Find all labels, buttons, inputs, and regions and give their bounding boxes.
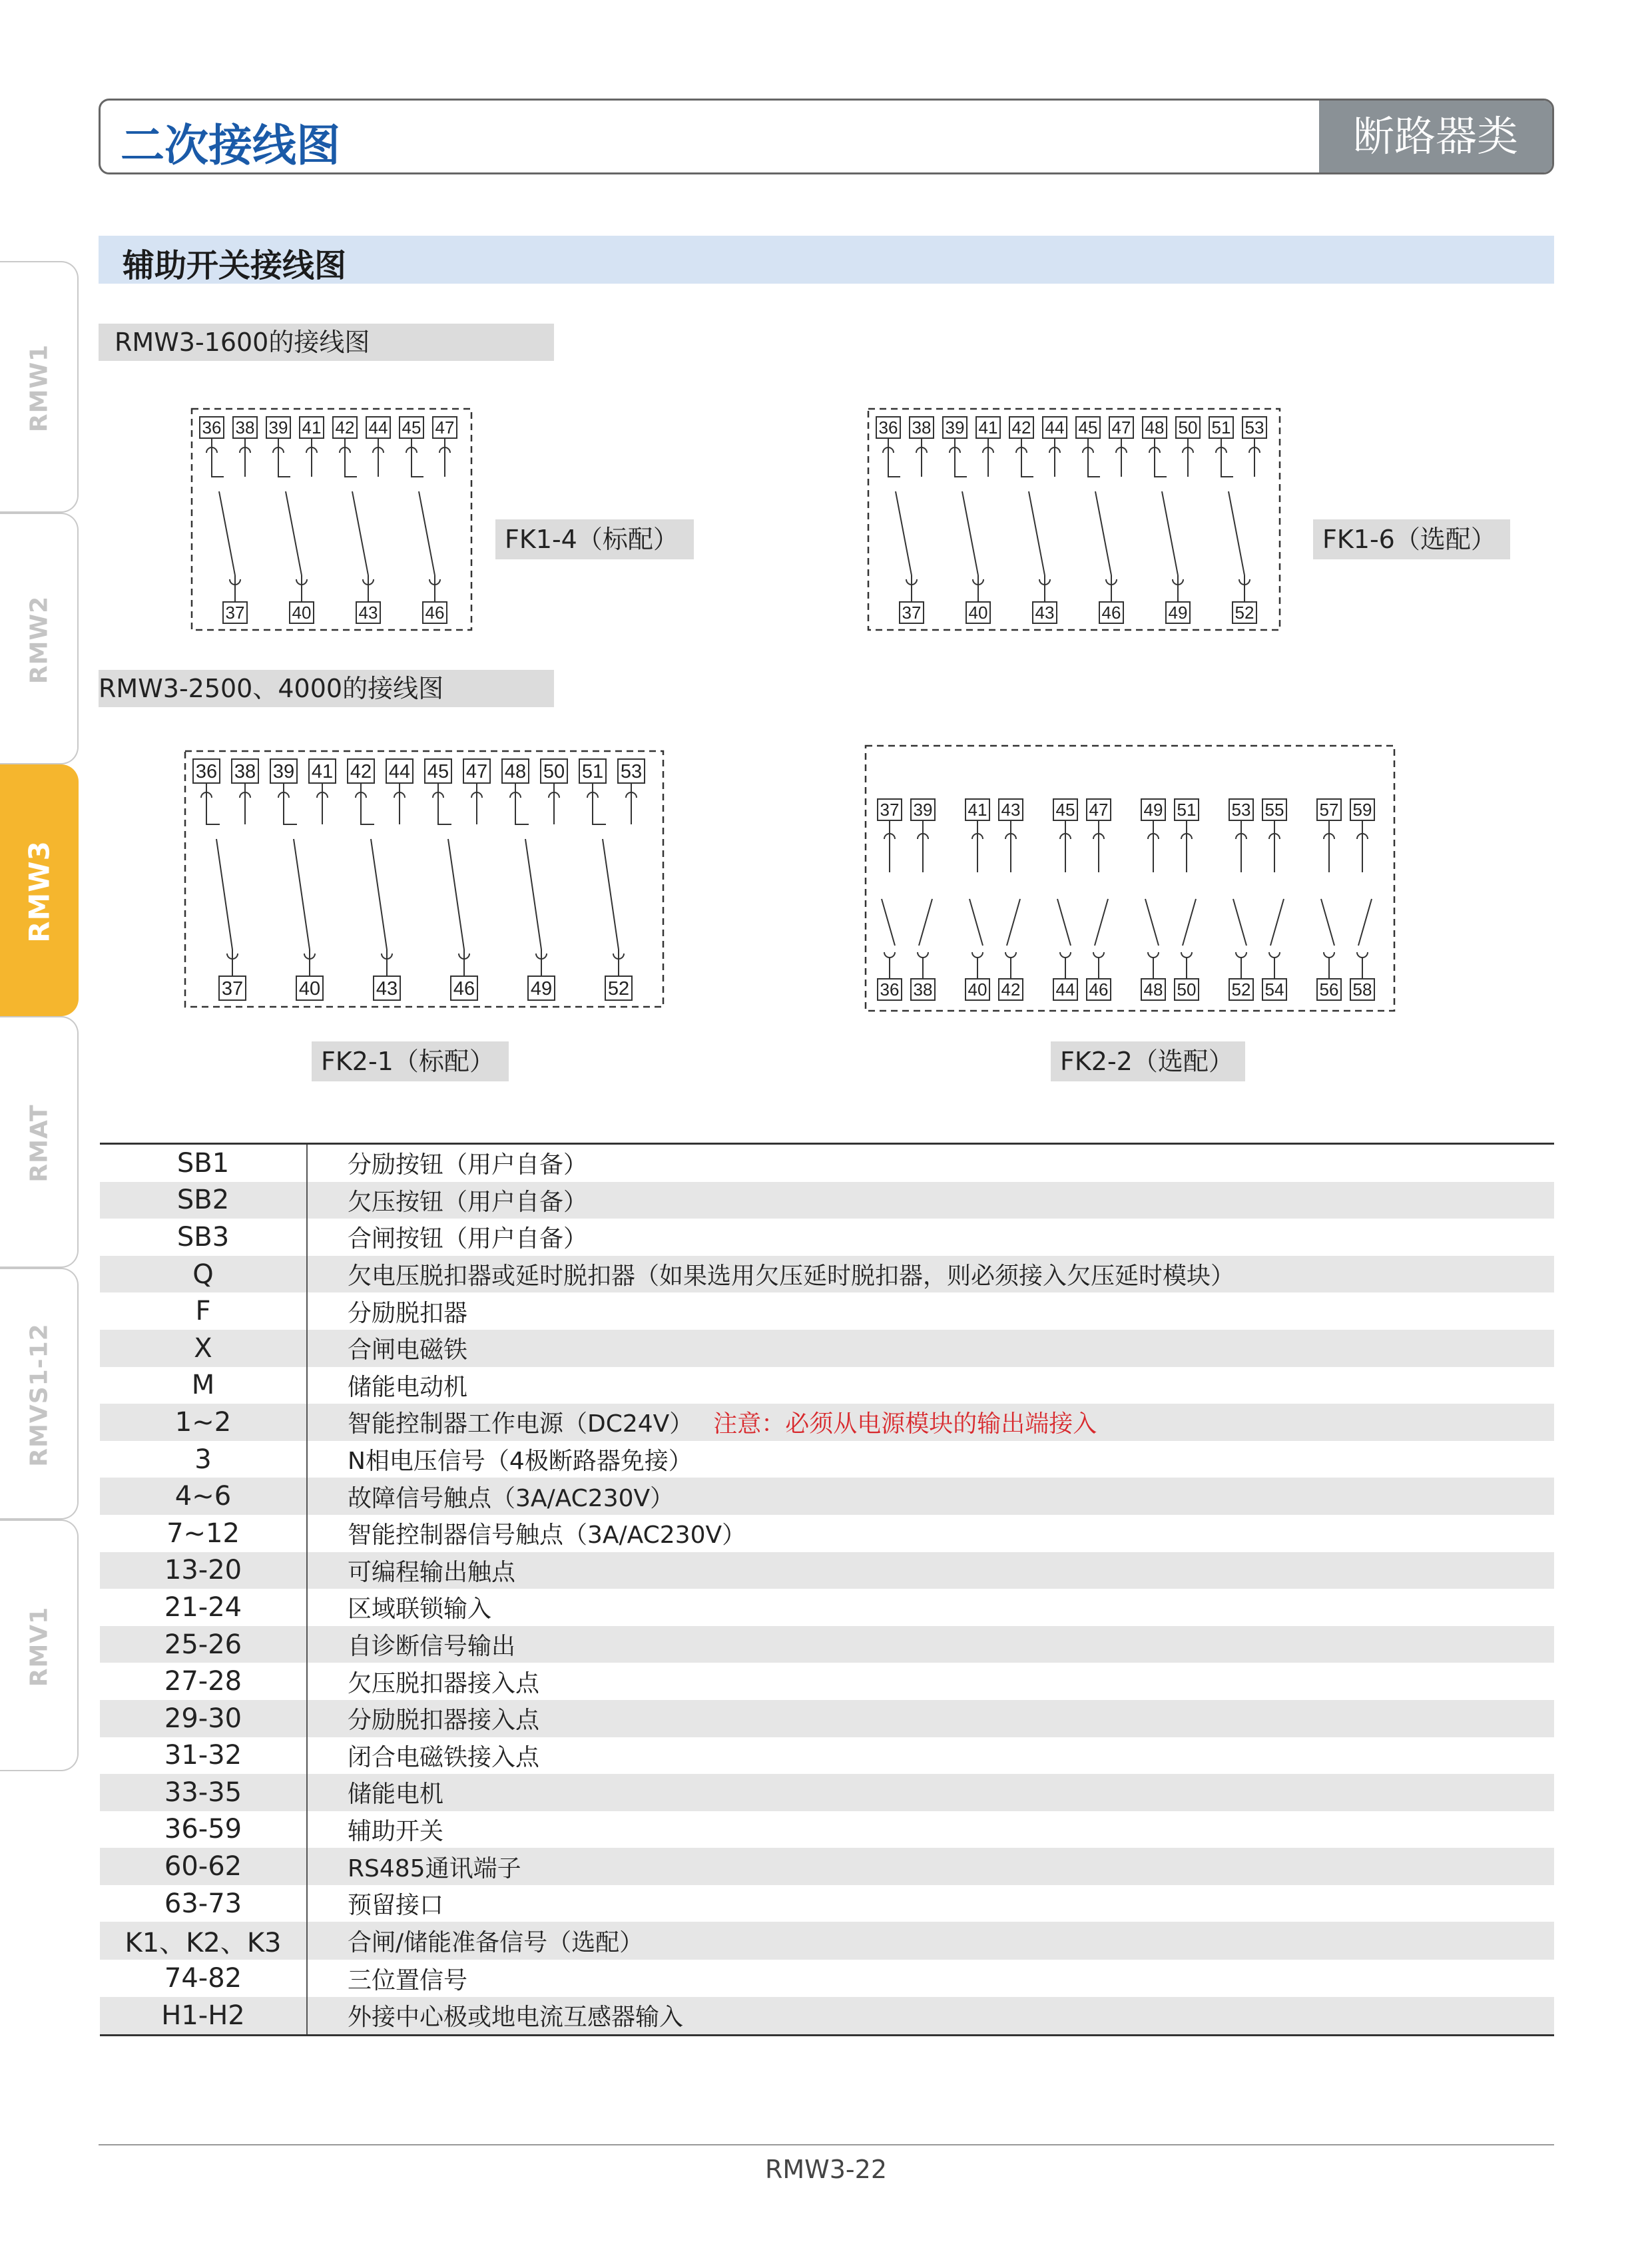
terminal-number: 48 [504, 761, 527, 783]
legend-code: SB1 [100, 1144, 307, 1182]
terminal-number: 47 [1089, 799, 1109, 820]
terminal-number: 48 [1145, 417, 1165, 437]
legend-desc: 预留接口 [348, 1892, 444, 1920]
legend-desc: 智能控制器工作电源（DC24V） [348, 1410, 694, 1438]
legend-desc-cell [307, 1182, 1554, 1219]
switch-blade [419, 491, 435, 575]
terminal-number: 49 [1168, 602, 1188, 623]
legend-row [100, 1182, 1554, 1219]
legend-desc-cell [307, 1330, 1554, 1367]
terminal-number: 40 [968, 602, 988, 623]
switch-blade [371, 839, 387, 950]
legend-desc-cell [307, 1404, 1554, 1441]
legend-code: 21-24 [100, 1589, 307, 1626]
terminal-number: 59 [1352, 799, 1372, 820]
legend-desc: 合闸/储能准备信号（选配） [348, 1929, 644, 1957]
terminal-number: 50 [543, 761, 565, 783]
legend-code: 3 [100, 1441, 307, 1478]
legend-code: 33-35 [100, 1774, 307, 1811]
switch-blade [882, 899, 895, 946]
switch-blade [1145, 899, 1159, 946]
legend-desc: 辅助开关 [348, 1817, 444, 1845]
legend-desc-cell [307, 1997, 1554, 2035]
diagram-fk2-1 [184, 750, 665, 1008]
terminal-number: 38 [235, 417, 255, 437]
legend-desc-cell [307, 1367, 1554, 1404]
legend-code: 60-62 [100, 1848, 307, 1885]
terminal-number: 56 [1319, 979, 1339, 999]
terminal-number: 51 [1177, 799, 1197, 820]
side-tab-rmw2[interactable] [0, 513, 79, 764]
legend-code: K1、K2、K3 [100, 1922, 307, 1960]
legend-desc: 欠电压脱扣器或延时脱扣器（如果选用欠压延时脱扣器，则必须接入欠压延时模块） [348, 1262, 1235, 1290]
terminal-number: 51 [1211, 417, 1231, 437]
legend-desc: 储能电机 [348, 1781, 444, 1809]
switch-blade [1358, 899, 1372, 946]
legend-code: 7~12 [100, 1515, 307, 1552]
switch-blade [1029, 491, 1045, 575]
switch-blade [1270, 899, 1284, 946]
legend-desc: 合闸电磁铁 [348, 1336, 468, 1364]
terminal-number: 36 [878, 417, 898, 437]
legend-desc: 自诊断信号输出 [348, 1633, 516, 1661]
terminal-number: 45 [1078, 417, 1098, 437]
legend-code: 36-59 [100, 1811, 307, 1848]
terminal-number: 46 [453, 978, 475, 1000]
terminal-number: 38 [234, 761, 256, 783]
legend-desc: 故障信号触点（3A/AC230V） [348, 1484, 675, 1512]
label-fk1-6: FK1-6（选配） [1313, 519, 1510, 559]
legend-code: H1-H2 [100, 1997, 307, 2035]
footer-divider [99, 2144, 1554, 2145]
switch-blade [216, 839, 232, 950]
terminal-number: 39 [945, 417, 965, 437]
legend-code: 74-82 [100, 1960, 307, 1997]
legend-row [100, 1256, 1554, 1293]
switch-blade [294, 839, 310, 950]
terminal-number: 58 [1352, 979, 1372, 999]
section-bar [99, 236, 1554, 284]
legend-desc: 外接中心极或地电流互感器输入 [348, 2004, 684, 2032]
terminal-number: 43 [358, 602, 378, 623]
legend-row [100, 1441, 1554, 1478]
terminal-number: 44 [388, 761, 411, 783]
terminal-number: 43 [1035, 602, 1055, 623]
legend-row [100, 1700, 1554, 1737]
terminal-number: 37 [225, 602, 245, 623]
subsection-label-2500: RMW3-2500、4000的接线图 [99, 670, 554, 707]
legend-code: 4~6 [100, 1478, 307, 1515]
side-tab-label: RMW3 [23, 840, 56, 943]
switch-blade [352, 491, 368, 575]
legend-row [100, 1144, 1554, 1182]
terminal-number: 37 [221, 978, 244, 1000]
switch-blade [896, 491, 912, 575]
legend-desc-cell [307, 1885, 1554, 1922]
terminal-number: 44 [1055, 979, 1075, 999]
legend-row [100, 1367, 1554, 1404]
terminal-number: 42 [350, 761, 372, 783]
terminal-number: 41 [978, 417, 998, 437]
terminal-number: 41 [967, 799, 987, 820]
legend-desc-cell [307, 1219, 1554, 1256]
terminal-number: 41 [302, 417, 322, 437]
legend-code: 29-30 [100, 1700, 307, 1737]
legend-row [100, 1922, 1554, 1960]
diagram-fk2-2 [864, 744, 1396, 1012]
legend-desc: 智能控制器信号触点（3A/AC230V） [348, 1522, 746, 1549]
legend-desc-cell [307, 1922, 1554, 1960]
legend-code: SB3 [100, 1219, 307, 1256]
side-tab-label: RMAT [25, 1104, 53, 1183]
legend-desc-cell [307, 1811, 1554, 1848]
switch-blade [286, 491, 302, 575]
legend-desc-cell [307, 1256, 1554, 1293]
side-tab-rmat[interactable] [0, 1016, 79, 1268]
legend-desc-cell [307, 1626, 1554, 1663]
terminal-number: 53 [1244, 417, 1264, 437]
label-fk2-2: FK2-2（选配） [1051, 1041, 1245, 1081]
legend-row [100, 1552, 1554, 1589]
legend-desc-cell [307, 1144, 1554, 1182]
legend-row [100, 1478, 1554, 1515]
terminal-number: 41 [311, 761, 334, 783]
terminal-number: 36 [880, 979, 900, 999]
terminal-number: 57 [1319, 799, 1339, 820]
terminal-number: 45 [402, 417, 421, 437]
legend-code: M [100, 1367, 307, 1404]
legend-desc: 闭合电磁铁接入点 [348, 1743, 540, 1771]
terminal-number: 49 [530, 978, 553, 1000]
terminal-number: 42 [1011, 417, 1031, 437]
legend-row [100, 1404, 1554, 1441]
terminal-number: 37 [880, 799, 900, 820]
legend-desc: 可编程输出触点 [348, 1558, 516, 1586]
terminal-number: 49 [1143, 799, 1163, 820]
terminal-number: 52 [1231, 979, 1251, 999]
legend-code: 27-28 [100, 1663, 307, 1700]
terminal-number: 53 [620, 761, 643, 783]
side-tab-rmv1[interactable] [0, 1520, 79, 1771]
switch-blade [603, 839, 619, 950]
switch-blade [1321, 899, 1334, 946]
legend-row [100, 1292, 1554, 1330]
legend-row [100, 1811, 1554, 1848]
terminal-number: 55 [1264, 799, 1284, 820]
category-badge: 断路器类 [1319, 101, 1552, 172]
legend-desc-cell [307, 1663, 1554, 1700]
legend-desc: 分励脱扣器 [348, 1299, 468, 1327]
legend-row [100, 1997, 1554, 2035]
legend-code: SB2 [100, 1182, 307, 1219]
switch-blade [1162, 491, 1178, 575]
legend-desc: RS485通讯端子 [348, 1854, 521, 1882]
terminal-number: 54 [1264, 979, 1284, 999]
legend-desc: N相电压信号（4极断路器免接） [348, 1448, 692, 1476]
terminal-number: 44 [1045, 417, 1065, 437]
side-tab-label: RMW2 [25, 595, 53, 685]
terminal-number: 47 [435, 417, 455, 437]
section-title: 辅助开关接线图 [123, 247, 347, 284]
side-tab-label: RMW1 [25, 344, 53, 433]
side-tab-label: RMVS1-12 [25, 1323, 53, 1467]
terminal-number: 42 [335, 417, 355, 437]
legend-desc: 合闸按钮（用户自备） [348, 1225, 588, 1253]
switch-blade [448, 839, 464, 950]
legend-row [100, 1663, 1554, 1700]
legend-row [100, 1774, 1554, 1811]
device-frame [866, 746, 1394, 1011]
switch-blade [962, 491, 978, 575]
diagram-fk1-6 [867, 408, 1281, 631]
legend-desc-cell [307, 1700, 1554, 1737]
terminal-number: 39 [272, 761, 295, 783]
terminal-number: 48 [1143, 979, 1163, 999]
terminal-number: 53 [1231, 799, 1251, 820]
page-number: RMW3-22 [764, 2155, 887, 2184]
switch-blade [969, 899, 983, 946]
header-bar [99, 99, 1554, 174]
legend-row [100, 1589, 1554, 1626]
legend-desc-cell [307, 1441, 1554, 1478]
legend-row [100, 1219, 1554, 1256]
legend-row [100, 1737, 1554, 1775]
device-frame [192, 409, 471, 630]
legend-desc: 区域联锁输入 [348, 1595, 492, 1623]
legend-row [100, 1885, 1554, 1922]
side-tab-rmw1[interactable] [0, 261, 79, 513]
legend-code: 31-32 [100, 1737, 307, 1775]
switch-blade [1233, 899, 1246, 946]
label-fk1-4: FK1-4（标配） [495, 519, 694, 559]
switch-blade [1183, 899, 1196, 946]
terminal-number: 43 [376, 978, 398, 1000]
terminal-number: 51 [581, 761, 604, 783]
legend-code: 25-26 [100, 1626, 307, 1663]
terminal-number: 36 [195, 761, 218, 783]
terminal-number: 50 [1178, 417, 1198, 437]
legend-desc: 欠压脱扣器接入点 [348, 1669, 540, 1697]
legend-desc: 欠压按钮（用户自备） [348, 1188, 588, 1216]
terminal-number: 38 [913, 979, 933, 999]
terminal-number: 37 [902, 602, 922, 623]
legend-desc: 分励脱扣器接入点 [348, 1707, 540, 1735]
terminal-number: 47 [1111, 417, 1131, 437]
switch-blade [1007, 899, 1020, 946]
terminal-number: 52 [607, 978, 630, 1000]
switch-blade [1229, 491, 1244, 575]
subsection-label-1600: RMW3-1600的接线图 [99, 324, 554, 361]
device-frame [868, 409, 1280, 630]
switch-blade [525, 839, 541, 950]
switch-blade [919, 899, 932, 946]
terminal-number: 50 [1177, 979, 1197, 999]
legend-code: X [100, 1330, 307, 1367]
terminal-number: 46 [1089, 979, 1109, 999]
legend-desc-cell [307, 1737, 1554, 1775]
terminal-number: 46 [425, 602, 445, 623]
switch-blade [1095, 899, 1108, 946]
legend-desc: 分励按钮（用户自备） [348, 1151, 588, 1179]
legend-row [100, 1515, 1554, 1552]
legend-desc: 三位置信号 [348, 1966, 468, 1994]
terminal-number: 42 [1001, 979, 1021, 999]
terminal-number: 38 [912, 417, 932, 437]
terminal-number: 39 [913, 799, 933, 820]
legend-desc: 储能电动机 [348, 1373, 468, 1401]
page-title: 二次接线图 [121, 120, 340, 171]
legend-desc-cell [307, 1292, 1554, 1330]
legend-note: 注意：必须从电源模块的输出端接入 [713, 1410, 1097, 1438]
legend-desc-cell [307, 1552, 1554, 1589]
legend-desc-cell [307, 1848, 1554, 1885]
legend-desc-cell [307, 1960, 1554, 1997]
legend-desc-cell [307, 1774, 1554, 1811]
legend-desc-cell [307, 1589, 1554, 1626]
legend-table [100, 1143, 1554, 2036]
legend-code: 13-20 [100, 1552, 307, 1589]
terminal-number: 45 [1055, 799, 1075, 820]
side-tab-rmw3[interactable] [0, 764, 79, 1016]
terminal-number: 46 [1101, 602, 1121, 623]
terminal-number: 40 [292, 602, 312, 623]
legend-row [100, 1626, 1554, 1663]
legend-row [100, 1848, 1554, 1885]
side-tab-rmvs1-12[interactable] [0, 1268, 79, 1520]
legend-row [100, 1330, 1554, 1367]
label-fk2-1: FK2-1（标配） [312, 1041, 509, 1081]
legend-code: 63-73 [100, 1885, 307, 1922]
switch-blade [219, 491, 235, 575]
terminal-number: 44 [368, 417, 388, 437]
side-tab-label: RMV1 [25, 1606, 53, 1687]
terminal-number: 39 [268, 417, 288, 437]
terminal-number: 36 [202, 417, 222, 437]
diagram-fk1-4 [190, 408, 473, 631]
legend-desc-cell [307, 1515, 1554, 1552]
device-frame [185, 751, 663, 1007]
legend-row [100, 1960, 1554, 1997]
terminal-number: 40 [298, 978, 321, 1000]
terminal-number: 47 [465, 761, 488, 783]
switch-blade [1057, 899, 1071, 946]
legend-desc-cell [307, 1478, 1554, 1515]
switch-blade [1095, 491, 1111, 575]
terminal-number: 45 [427, 761, 449, 783]
terminal-number: 40 [967, 979, 987, 999]
legend-code: Q [100, 1256, 307, 1293]
terminal-number: 52 [1235, 602, 1254, 623]
legend-code: F [100, 1292, 307, 1330]
terminal-number: 43 [1001, 799, 1021, 820]
legend-code: 1~2 [100, 1404, 307, 1441]
